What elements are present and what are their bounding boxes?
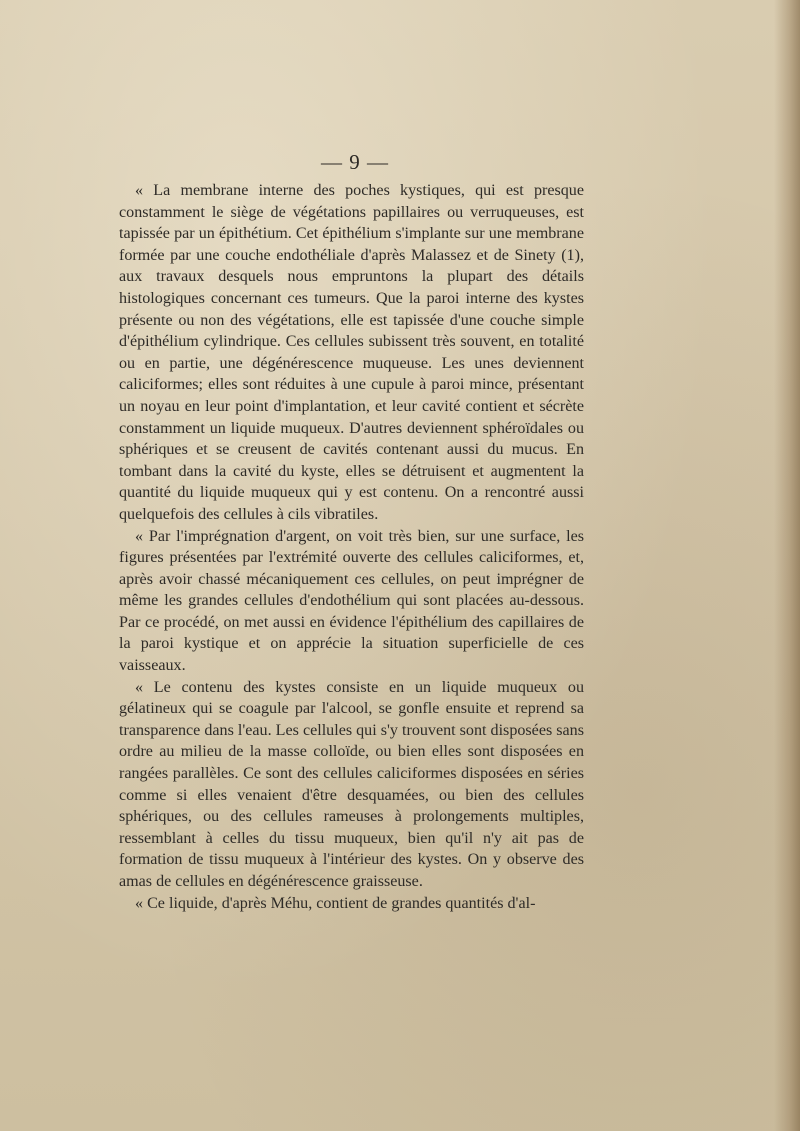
paragraph-2: « Par l'imprégnation d'argent, on voit très bien, sur une surface, les figures présentées par l'extrémité ouverte des cellules caliciformes, et, après avoir chassé mécaniquement ces cellules, on peut imprégner de même les grandes cellules d'endothélium qui sont placées au-dessous. Par ce procédé, on met aussi en évidence l'épithélium des capillaires de la paroi kystique et on apprécie la situation superficielle de ces vaisseaux. (119, 527, 584, 675)
body-text (119, 180, 584, 914)
paragraph-4: « Ce liquide, d'après Méhu, contient de grandes quantités d'al- (135, 894, 536, 912)
paragraph-1: « La membrane interne des poches kystiques, qui est presque constamment le siège de végétations papillaires ou verruqueuses, est tapissée par un épithétium. Cet épithélium s'implante sur une membrane formée par une couche endothéliale d'après Malassez et de Sinety (1), aux travaux desquels nous empruntons la plupart des détails histologiques concernant ces tumeurs. Que la paroi interne des kystes présente ou non des végétations, elle est tapissée d'une couche simple d'épithélium cylindrique. Ces cellules subissent très souvent, en totalité ou en partie, une dégénérescence muqueuse. Les unes deviennent caliciformes; elles sont réduites à une cupule à paroi mince, présentant un noyau en leur point d'implantation, et leur cavité contient et sécrète constamment un liquide muqueux. D'autres deviennent sphéroïdales ou sphériques et se creusent de cavités contenant aussi du mucus. En tombant dans la cavité du kyste, elles se détruisent et augmentent la quantité du liquide muqueux qui y est contenu. On a rencontré aussi quelquefois des cellules à cils vibratiles. (119, 182, 584, 523)
paragraph-3: « Le contenu des kystes consiste en un liquide muqueux ou gélatineux qui se coagule par l'alcool, se gonfle ensuite et reprend sa transparence dans l'eau. Les cellules qui s'y trouvent sont disposées sans ordre au milieu de la masse colloïde, ou bien elles sont disposées en rangées parallèles. Ce sont des cellules caliciformes disposées en séries comme si elles venaient d'être desquamées, ou bien des cellules sphériques, ou des cellules rameuses à prolongements multiples, ressemblant à celles du tissu muqueux, bien qu'il n'y ait pas de formation de tissu muqueux à l'intérieur des kystes. On y observe des amas de cellules en dégénérescence graisseuse. (119, 678, 584, 890)
page-number: — 9 — (321, 150, 389, 174)
page-edge-shadow (774, 0, 800, 1131)
